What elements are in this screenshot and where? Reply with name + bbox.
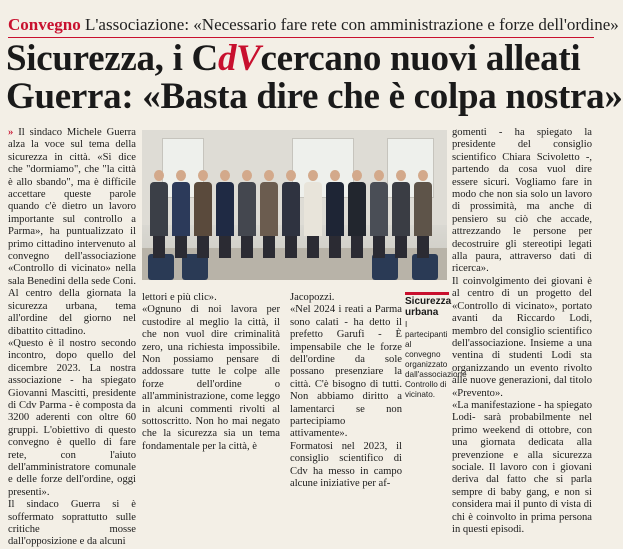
column-3-paragraph-2: «Nel 2024 i reati a Parma sono calati - ha detto il prefetto Garufi - È impensabile che le forze dell'ordine da sole possano presenziare la città. C'è bisogno di tutti. Non abbiamo diritto a lamentarci se non partecipiamo attivamente». bbox=[290, 304, 402, 440]
caption-text: I partecipanti al convegno organizzato dall'associazione Controllo di vicinato. bbox=[405, 320, 467, 399]
photo-person bbox=[304, 170, 322, 258]
column-3-paragraph-1: Jacopozzi. bbox=[290, 292, 335, 303]
photo-person bbox=[150, 170, 168, 258]
column-1-paragraph-2: «Questo è il nostro secondo incontro, dopo quello del dicembre 2023. La nostra associazione - ha spiegato Giovanni Mascitti, presidente di Cdv Parma - è composta da 3200 aderenti con oltre 60 gruppi. L'obiettivo di questo convegno è quello di fare rete, con l'aiuto dell'amministratore comunale e delle forze dell'ordine, oggi presenti». bbox=[8, 337, 136, 498]
photo-person bbox=[260, 170, 278, 258]
column-4-paragraph-1: gomenti - ha spiegato la presidente del consiglio scientifico Chiara Scivoletto -, partendo da cosa vuol dire essere sicuri. Vogliamo fare in modo che non sia solo un lavoro di prossimità, ma anche di pensiero su ciò che accade, attrezzando le persone per decostruire gli stereotipi legati alla paura, attraverso dati di ricerca». bbox=[452, 127, 592, 275]
photo-caption-box bbox=[405, 292, 467, 400]
article-column-2 bbox=[142, 292, 280, 452]
photo-window bbox=[292, 138, 354, 198]
photo-person bbox=[414, 170, 432, 258]
headline-text-a: Sicurezza, i C bbox=[6, 38, 218, 79]
headline-line-2: Guerra: «Basta dire che è colpa nostra» bbox=[6, 76, 623, 117]
paragraph-text: Il sindaco Michele Guerra alza la voce sul tema della sicurezza in città. «Si dice che "dormiamo", che "la città è allo sbando", ma è difficile accettare queste parole quando c'è dietro un lavoro importante sul controllo a Parma», ha puntualizzato il primo cittadino intervenuto al convegno dell'associazione «Controllo di vicinato» nella sala Benedini della sede Coni. Al centro della giornata la sicurezza urbana, tema all'ordine del giorno nel dibattito cittadino. bbox=[8, 127, 136, 337]
column-2-paragraph-1: lettori e più clic». bbox=[142, 292, 217, 303]
photo-person bbox=[392, 170, 410, 258]
headline-line-1 bbox=[6, 40, 598, 78]
column-1-paragraph-1 bbox=[8, 127, 136, 338]
paragraph-marker-icon: » bbox=[8, 127, 14, 138]
photo-person bbox=[194, 170, 212, 258]
column-2-paragraph-2: «Ognuno di noi lavora per custodire al meglio la città, il che non vuol dire criminalità zero, una richiesta impossibile. Non possiamo pensare di addossare tutte le colpe alle forze dell'ordine o all'amministrazione, come leggo in alcuni commenti rivolti al sottoscritto. Non ho mai negato che la sicurezza sia un tema fondamentale per la città, è bbox=[142, 304, 280, 452]
column-1-paragraph-3: Il sindaco Guerra si è soffermato soprattutto sulle critiche mosse dall'opposizione e da alcuni bbox=[8, 499, 136, 548]
photo-person bbox=[238, 170, 256, 258]
headline-text-b: cercano nuovi alleati bbox=[260, 38, 581, 79]
column-3-paragraph-3: Formatosi nel 2023, il consiglio scientifico di Cdv ha messo in campo alcune iniziative per af- bbox=[290, 440, 402, 490]
article-column-1 bbox=[8, 127, 136, 548]
photo-person bbox=[172, 170, 190, 258]
column-4-paragraph-2: Il coinvolgimento dei giovani è al centro di un progetto del «Controllo di vicinato», portato avanti da Riccardo Lodi, membro del consiglio scientifico dell'associazione. Insieme a una ventina di studenti Lodi sta organizzando un evento rivolto alle nuove generazioni, dal titolo «Prevento». bbox=[452, 275, 592, 399]
section-kicker: Convegno bbox=[8, 15, 81, 34]
cdv-logo-letters: dV bbox=[217, 38, 261, 79]
overline-row bbox=[8, 14, 619, 36]
photo-person bbox=[370, 170, 388, 258]
column-4-paragraph-3: «La manifestazione - ha spiegato Lodi- sarà probabilmente nel primo weekend di ottobre, con una giornata dedicata alla prevenzione e alla sicurezza sociale. Il lavoro con i giovani deriva dal fatto che si parla sempre di baby gang, e non si considera mai il punto di vista di chi è coinvolto in prima persona in questi episodi. bbox=[452, 399, 593, 535]
photo-person bbox=[326, 170, 344, 258]
caption-title: Sicurezza urbana bbox=[405, 292, 449, 318]
overline-quote: L'associazione: «Necessario fare rete con amministrazione e forze dell'ordine» bbox=[84, 15, 619, 34]
photo-person bbox=[282, 170, 300, 258]
photo-person bbox=[216, 170, 234, 258]
photo-person bbox=[348, 170, 366, 258]
article-column-4 bbox=[452, 127, 593, 535]
group-photo bbox=[142, 130, 447, 280]
article-column-3 bbox=[290, 292, 402, 490]
